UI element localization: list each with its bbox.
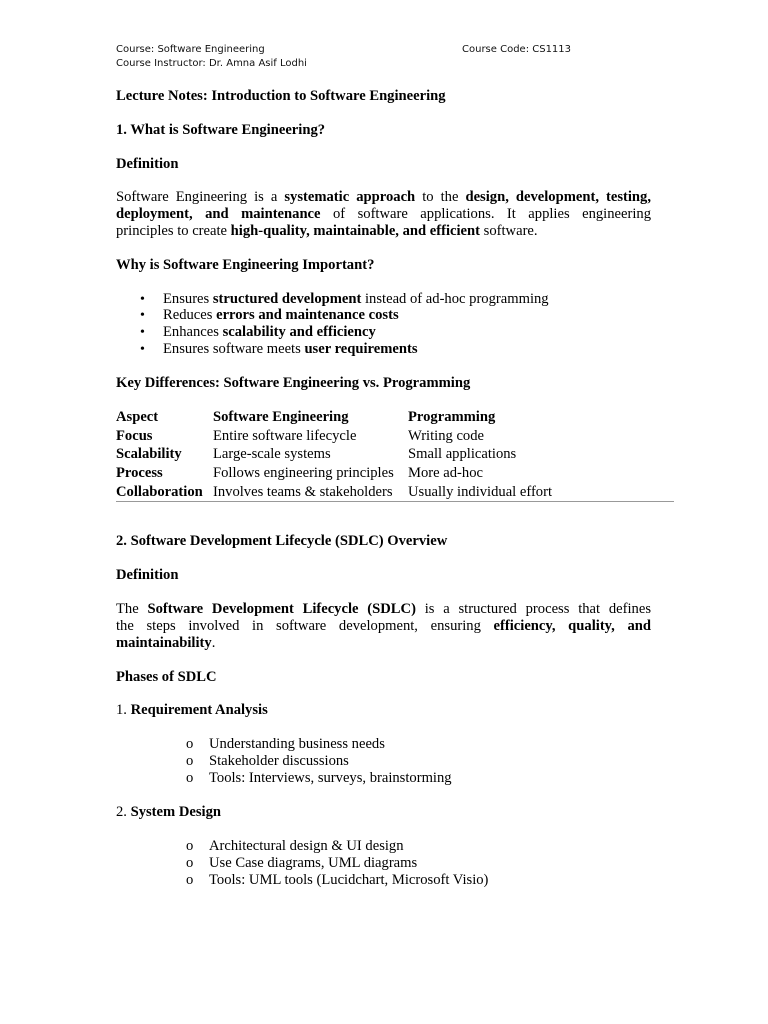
differences-table <box>116 408 674 501</box>
sub-bullet-icon: o <box>186 838 194 854</box>
table-header-cell: Aspect <box>116 409 159 425</box>
paragraph-line: Software Engineering is a systematic approach to the design, development, testing, <box>116 189 651 205</box>
table-header-row <box>116 408 674 427</box>
section-2-definition-heading: Definition <box>116 567 179 583</box>
table-header-cell: Software Engineering <box>213 409 349 425</box>
section-1-definition-heading: Definition <box>116 156 179 172</box>
section-1-definition-paragraph <box>116 189 651 240</box>
table-row <box>116 445 674 464</box>
bullet-icon: • <box>140 342 145 357</box>
sub-bullet-icon: o <box>186 855 194 871</box>
paragraph-line: deployment, and maintenance of software applications. It applies engineering <box>116 206 651 222</box>
table-cell: Process <box>116 465 163 482</box>
table-cell: Follows engineering principles <box>213 465 394 482</box>
table-cell: More ad-hoc <box>408 465 483 482</box>
table-cell: Usually individual effort <box>408 483 553 500</box>
sub-bullet-icon: o <box>186 770 194 786</box>
section-2-definition-paragraph <box>116 601 651 652</box>
phase-1-heading: 1. Requirement Analysis <box>116 702 268 718</box>
paragraph-line: maintainability. <box>116 635 216 651</box>
header-instructor: Course Instructor: Dr. Amna Asif Lodhi <box>116 58 307 69</box>
table-cell: Small applications <box>408 446 517 463</box>
phases-heading: Phases of SDLC <box>116 669 217 685</box>
why-heading: Why is Software Engineering Important? <box>116 257 375 273</box>
phase-2-heading: 2. System Design <box>116 804 221 820</box>
table-row <box>116 427 674 446</box>
section-2-heading: 2. Software Development Lifecycle (SDLC) Overview <box>116 533 448 549</box>
table-row <box>116 483 674 502</box>
sub-bullet-icon: o <box>186 736 194 752</box>
document-title: Lecture Notes: Introduction to Software Engineering <box>116 88 446 104</box>
header-course-code: Course Code: CS1113 <box>462 44 572 55</box>
paragraph-line: principles to create high-quality, maintainable, and efficient software. <box>116 223 538 239</box>
differences-heading: Key Differences: Software Engineering vs. Programming <box>116 375 471 391</box>
section-1-heading: 1. What is Software Engineering? <box>116 122 326 138</box>
paragraph-line: The Software Development Lifecycle (SDLC) is a structured process that defines <box>116 601 652 617</box>
bullet-icon: • <box>140 308 145 323</box>
sub-bullet-icon: o <box>186 753 194 769</box>
table-cell: Writing code <box>408 427 485 444</box>
table-cell: Large-scale systems <box>213 446 331 463</box>
header-course: Course: Software Engineering <box>116 44 265 55</box>
table-cell: Involves teams & stakeholders <box>213 483 393 500</box>
bullet-icon: • <box>140 325 145 340</box>
sub-bullet-icon: o <box>186 872 194 888</box>
table-cell: Focus <box>116 427 153 444</box>
table-row <box>116 464 674 483</box>
horizontal-divider <box>116 501 674 502</box>
bullet-icon: • <box>140 292 145 307</box>
table-cell: Collaboration <box>116 483 203 500</box>
table-cell: Scalability <box>116 446 182 463</box>
table-cell: Entire software lifecycle <box>213 427 357 444</box>
paragraph-line: the steps involved in software development, ensuring efficiency, quality, and <box>116 618 651 634</box>
table-header-cell: Programming <box>408 409 496 425</box>
